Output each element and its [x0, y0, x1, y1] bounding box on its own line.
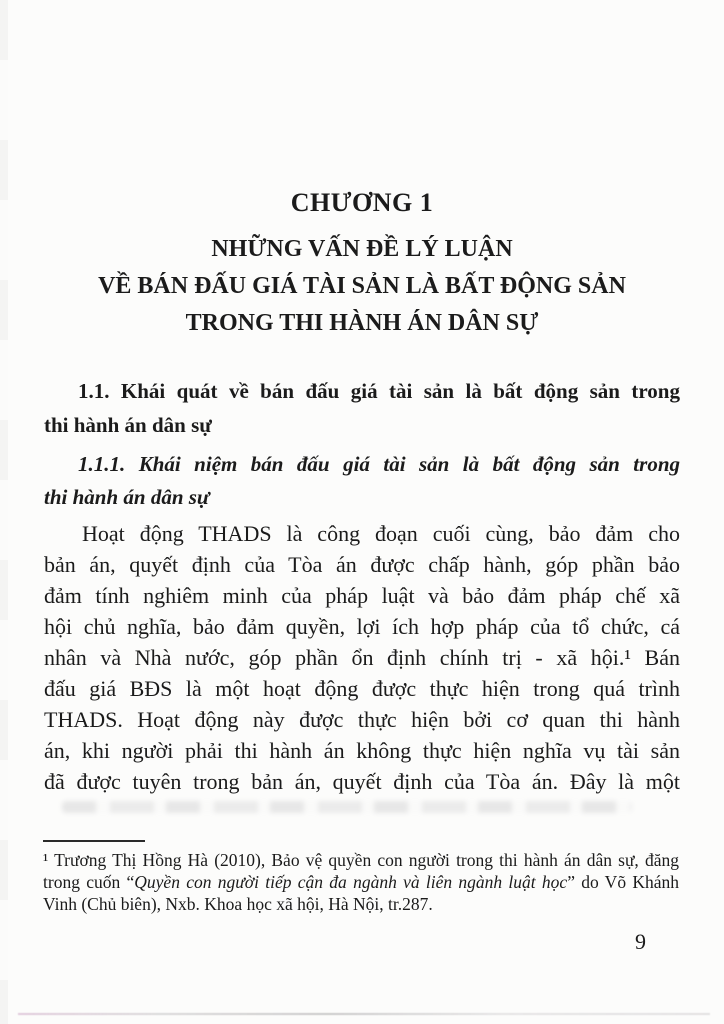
- scan-edge-noise: [0, 0, 8, 1024]
- text-line: đã được tuyên trong bản án, quyết định của Tòa án. Đây là một: [44, 769, 680, 794]
- text-line: thi hành án dân sự: [44, 485, 210, 509]
- body-paragraph: [44, 518, 680, 797]
- text-line: đảm tính nghiêm minh của pháp luật và bảo đảm pháp chế xã: [44, 583, 680, 608]
- reverse-page-bleed-through: [62, 801, 632, 813]
- page-number: 9: [635, 929, 646, 954]
- text-line: hội chủ nghĩa, bảo đảm quyền, lợi ích hợp pháp của tổ chức, cá: [44, 614, 680, 639]
- text-line: nhân và Nhà nước, góp phần ổn định chính trị - xã hội.¹ Bán: [44, 645, 680, 670]
- scan-bottom-edge: [18, 1013, 710, 1015]
- footnote-text-before-title: ¹ Trương Thị Hồng Hà (2010), Bảo vệ quyền con người trong thi hành án dân sự, đăng trong cuốn “: [43, 850, 679, 892]
- text-line: VỀ BÁN ĐẤU GIÁ TÀI SẢN LÀ BẤT ĐỘNG SẢN: [98, 273, 626, 299]
- text-line: đấu giá BĐS là một hoạt động được thực hiện trong quá trình: [44, 676, 680, 701]
- text-line: bản án, quyết định của Tòa án được chấp hành, góp phần bảo: [44, 552, 680, 577]
- text-line: NHỮNG VẤN ĐỀ LÝ LUẬN: [211, 236, 513, 262]
- text-line: TRONG THI HÀNH ÁN DÂN SỰ: [185, 310, 539, 336]
- footnote: [43, 849, 679, 915]
- footnote-separator-rule: [43, 840, 145, 842]
- text-line: án, khi người phải thi hành án không thực hiện nghĩa vụ tài sản: [44, 738, 680, 763]
- text-line: 1.1.1. Khái niệm bán đấu giá tài sản là bất động sản trong: [78, 452, 680, 476]
- footnote-cited-work-title: Quyền con người tiếp cận đa ngành và liên ngành luật học: [134, 872, 568, 892]
- section-heading-1-1: [44, 374, 680, 442]
- chapter-label: CHƯƠNG 1: [290, 188, 434, 217]
- chapter-title: [24, 231, 700, 342]
- text-line: Hoạt động THADS là công đoạn cuối cùng, bảo đảm cho: [82, 521, 680, 546]
- footnote-text-after-title: ” do Võ Khánh Vinh (Chủ biên), Nxb. Khoa học xã hội, Hà Nội, tr.287.: [43, 872, 679, 914]
- text-line: thi hành án dân sự: [44, 413, 212, 437]
- text-line: THADS. Hoạt động này được thực hiện bởi cơ quan thi hành: [44, 707, 680, 732]
- section-heading-1-1-1: [44, 448, 680, 514]
- text-line: 1.1. Khái quát về bán đấu giá tài sản là bất động sản trong: [78, 379, 680, 403]
